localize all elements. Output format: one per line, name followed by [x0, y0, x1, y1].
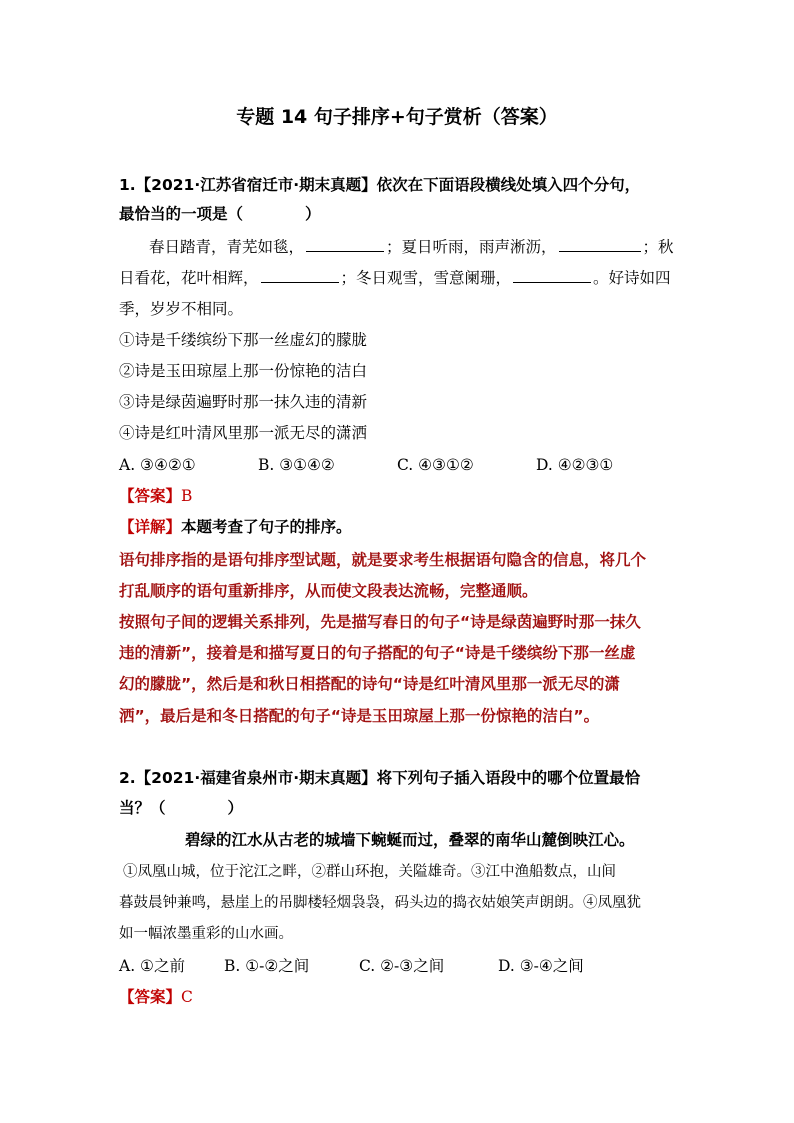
q1-passage-line1	[149, 236, 674, 258]
page-title: 专题 14 句子排序+句子赏析（答案）	[236, 106, 558, 128]
answer-label: 【答案】	[119, 487, 182, 505]
blank-4	[513, 268, 591, 283]
q1-sentence-1: ①诗是千缕缤纷下那一丝虚幻的朦胧	[119, 331, 368, 349]
q1-stem-text: 最恰当的一项是（	[119, 205, 244, 223]
q1-stem-close: ）	[305, 205, 321, 223]
q2-stem-line2	[119, 797, 243, 819]
blank-1	[306, 237, 384, 252]
q2-stem-line1: 2.【2021·福建省泉州市·期末真题】将下列句子插入语段中的哪个位置最恰	[119, 769, 641, 787]
detail-intro: 本题考查了句子的排序。	[181, 518, 352, 536]
q1-sentence-2: ②诗是玉田琼屋上那一份惊艳的洁白	[119, 362, 368, 380]
q1-sentence-4: ④诗是红叶清风里那一派无尽的潇洒	[119, 424, 368, 442]
q1-option-d: D. ④②③①	[536, 456, 614, 474]
q2-option-d: D. ③-④之间	[498, 957, 584, 975]
q1-sentence-3: ③诗是绿茵遍野时那一抹久违的清新	[119, 393, 368, 411]
passage-text: 日看花，花叶相辉，	[119, 269, 259, 287]
passage-text: ；夏日听雨，雨声淅沥，	[386, 238, 557, 256]
q1-explain-line3: 按照句子间的逻辑关系排列，先是描写春日的句子“诗是绿茵遍野时那一抹久	[119, 613, 641, 631]
q1-answer	[119, 485, 192, 507]
q1-explain-line5: 幻的朦胧”，然后是和秋日相搭配的诗句“诗是红叶清风里那一派无尽的潇	[119, 675, 620, 693]
q1-option-b: B. ③①④②	[258, 456, 335, 474]
q1-stem-line1: 1.【2021·江苏省宿迁市·期末真题】依次在下面语段横线处填入四个分句，	[119, 176, 641, 194]
answer-value: B	[181, 487, 193, 505]
q2-passage-line2: 暮鼓晨钟兼鸣，悬崖上的吊脚楼轻烟袅袅，码头边的捣衣姑娘笑声朗朗。④凤凰犹	[119, 895, 641, 911]
q1-detail	[119, 516, 352, 538]
blank-3	[261, 268, 339, 283]
blank-2	[559, 237, 641, 252]
q2-passage-line3: 如一幅浓墨重彩的山水画。	[119, 926, 293, 942]
passage-text: ；冬日观雪，雪意阑珊，	[340, 269, 512, 287]
q1-stem-line2	[119, 203, 321, 225]
detail-label: 【详解】	[119, 518, 182, 536]
q1-option-a: A. ③④②①	[119, 456, 196, 474]
q2-option-c: C. ②-③之间	[359, 957, 445, 975]
q2-passage-line1: ①凤凰山城，位于沱江之畔，②群山环抱，关隘雄奇。③江中渔船数点，山间	[123, 864, 616, 880]
q2-stem-text: 当？（	[119, 799, 166, 817]
q2-stem-close: ）	[227, 799, 244, 817]
q1-explain-line2: 打乱顺序的语句重新排序，从而使文段表达流畅，完整通顺。	[119, 582, 538, 600]
q2-insert-sentence: 碧绿的江水从古老的城墙下蜿蜒而过，叠翠的南华山麓倒映江心。	[185, 831, 635, 849]
passage-text: ；秋	[642, 238, 674, 256]
q2-option-a: A. ①之前	[119, 957, 185, 975]
q1-option-c: C. ④③①②	[397, 456, 474, 474]
answer-label: 【答案】	[119, 988, 182, 1006]
answer-value: C	[181, 988, 193, 1006]
q2-option-b: B. ①-②之间	[224, 957, 310, 975]
q1-passage-line3: 季，岁岁不相同。	[119, 300, 244, 318]
q1-explain-line6: 洒”，最后是和冬日搭配的句子“诗是玉田琼屋上那一份惊艳的洁白”。	[119, 707, 600, 725]
passage-text: 春日踏青，青芜如毯，	[149, 238, 305, 256]
q1-passage-line2	[119, 267, 671, 289]
q2-answer	[119, 986, 193, 1008]
passage-text: 。好诗如四	[593, 269, 671, 287]
q1-explain-line1: 语句排序指的是语句排序型试题，就是要求考生根据语句隐含的信息，将几个	[119, 551, 647, 569]
q1-explain-line4: 违的清新”，接着是和描写夏日的句子搭配的句子“诗是千缕缤纷下那一丝虚	[119, 644, 636, 662]
